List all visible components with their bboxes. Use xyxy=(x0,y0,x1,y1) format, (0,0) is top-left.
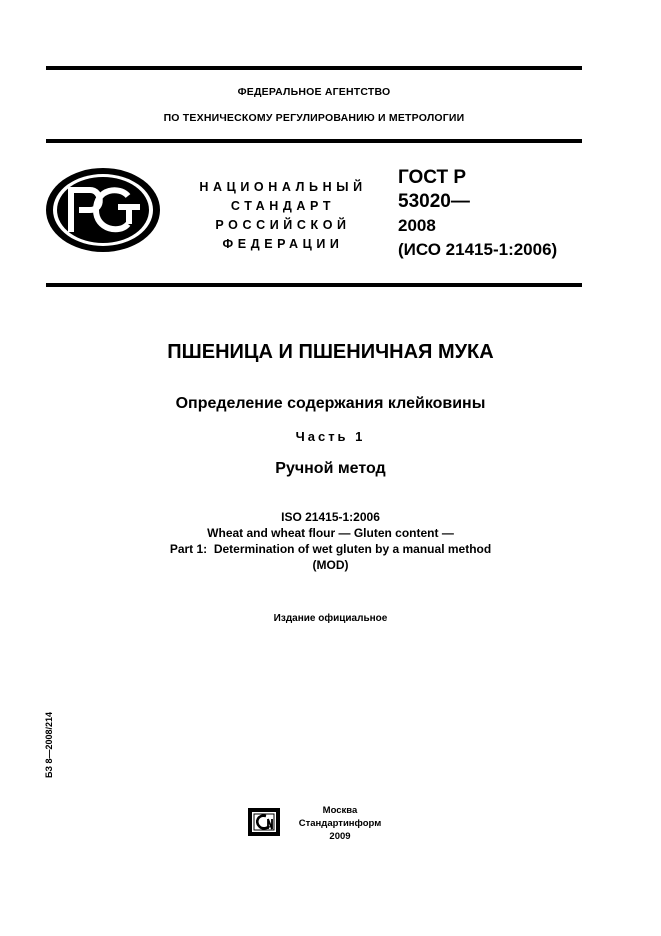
top-rule xyxy=(46,66,582,70)
publisher-city: Москва xyxy=(322,805,358,816)
publisher-year: 2009 xyxy=(329,831,351,842)
gost-number: 53020— xyxy=(398,191,470,212)
side-code-text: БЗ 8—2008/214 xyxy=(44,711,54,778)
edition-label: Издание официальное xyxy=(273,613,388,624)
header-rule xyxy=(46,139,582,143)
agency-name-line-2: ПО ТЕХНИЧЕСКОМУ РЕГУЛИРОВАНИЮ И МЕТРОЛОГИИ xyxy=(163,112,465,124)
iso-line-2: Wheat and wheat flour — Gluten content — xyxy=(207,526,454,540)
national-line-1: НАЦИОНАЛЬНЫЙ xyxy=(199,180,367,194)
national-line-2: СТАНДАРТ xyxy=(230,199,336,213)
method-title: Ручной метод xyxy=(275,460,386,477)
standard-rule xyxy=(46,283,582,287)
national-line-3: РОССИЙСКОЙ xyxy=(215,218,351,232)
main-title: ПШЕНИЦА И ПШЕНИЧНАЯ МУКА xyxy=(167,341,494,363)
iso-info xyxy=(0,509,661,573)
gost-iso-reference: (ИСО 21415-1:2006) xyxy=(398,240,558,259)
side-code xyxy=(44,711,54,778)
gost-year: 2008 xyxy=(398,216,436,235)
agency-name-line-1: ФЕДЕРАЛЬНОЕ АГЕНТСТВО xyxy=(237,86,391,98)
standartinform-logo-icon xyxy=(244,806,284,838)
iso-line-3: Part 1: Determination of wet gluten by a manual method xyxy=(169,542,492,556)
gost-designation xyxy=(398,166,557,262)
iso-line-4: (MOD) xyxy=(312,558,349,572)
gost-label: ГОСТ Р xyxy=(398,167,467,188)
gost-r-logo-icon xyxy=(44,166,162,254)
subtitle: Определение содержания клейковины xyxy=(175,395,486,412)
part-label: Часть 1 xyxy=(295,429,366,444)
national-standard-block xyxy=(178,178,388,254)
publisher-name: Стандартинформ xyxy=(298,818,382,829)
national-line-4: ФЕДЕРАЦИИ xyxy=(222,237,344,251)
publisher-block xyxy=(292,804,388,843)
iso-line-1: ISO 21415-1:2006 xyxy=(281,510,380,524)
